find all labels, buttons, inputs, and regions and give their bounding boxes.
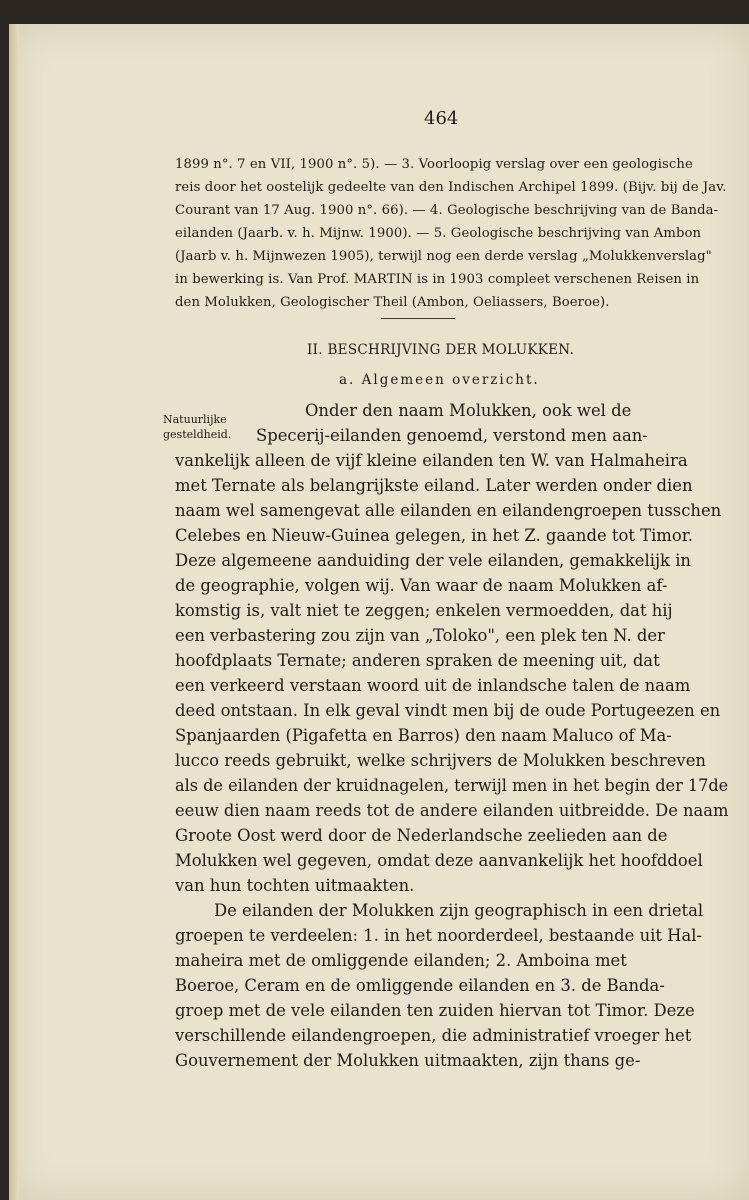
body-line: Onder den naam Molukken, ook wel de [305, 401, 632, 420]
body-line: deed ontstaan. In elk geval vindt men bij de oude Portugeezen en [175, 701, 721, 720]
footnote-line: Courant van 17 Aug. 1900 n°. 66). — 4. Geologische beschrijving van de Banda- [175, 203, 719, 218]
page-number: 464 [424, 108, 459, 129]
body-line: lucco reeds gebruikt, welke schrijvers de Molukken beschreven [175, 751, 706, 770]
body-line: De eilanden der Molukken zijn geographisch in een drietal [214, 901, 704, 920]
body-line: Deze algemeene aanduiding der vele eilanden, gemakkelijk in [175, 551, 691, 570]
body-line: met Ternate als belangrijkste eiland. Later werden onder dien [175, 476, 693, 495]
body-line: Molukken wel gegeven, omdat deze aanvankelijk het hoofddoel [175, 851, 703, 870]
footnote-line: reis door het oostelijk gedeelte van den Indischen Archipel 1899. (Bijv. bij de Jav. [175, 180, 727, 195]
page-gutter [9, 24, 19, 1200]
body-line: eeuw dien naam reeds tot de andere eilanden uitbreidde. De naam [175, 801, 729, 820]
footnote-line: eilanden (Jaarb. v. h. Mijnw. 1900). — 5. Geologische beschrijving van Ambon [175, 226, 702, 241]
body-line: verschillende eilandengroepen, die administratief vroeger het [175, 1026, 692, 1045]
footnote-line: 1899 n°. 7 en VII, 1900 n°. 5). — 3. Voorloopig verslag over een geologische [175, 157, 693, 172]
body-line: Gouvernement der Molukken uitmaakten, zijn thans ge- [175, 1051, 641, 1070]
body-line: de geographie, volgen wij. Van waar de naam Molukken af- [175, 576, 668, 595]
body-line: vankelijk alleen de vijf kleine eilanden ten W. van Halmaheira [175, 451, 688, 470]
footnote-line: (Jaarb v. h. Mijnwezen 1905), terwijl nog een derde verslag „Molukkenverslag" [175, 249, 712, 264]
body-line: Celebes en Nieuw-Guinea gelegen, in het Z. gaande tot Timor. [175, 526, 693, 545]
body-line: groep met de vele eilanden ten zuiden hiervan tot Timor. Deze [175, 1001, 695, 1020]
body-line: een verkeerd verstaan woord uit de inlandsche talen de naam [175, 676, 691, 695]
footnote-line: den Molukken, Geologischer Theil (Ambon, Oeliassers, Boeroe). [175, 295, 610, 310]
margin-note-line: gesteldheid. [163, 428, 232, 441]
body-line: een verbastering zou zijn van „Toloko", een plek ten N. der [175, 626, 665, 645]
body-line: maheira met de omliggende eilanden; 2. Amboina met [175, 951, 627, 970]
footnote-line: in bewerking is. Van Prof. MARTIN is in 1903 compleet verschenen Reisen in [175, 272, 700, 287]
body-line: naam wel samengevat alle eilanden en eilandengroepen tusschen [175, 501, 722, 520]
body-line: van hun tochten uitmaakten. [175, 876, 415, 895]
body-line: groepen te verdeelen: 1. in het noorderdeel, bestaande uit Hal- [175, 926, 703, 945]
body-line: als de eilanden der kruidnagelen, terwijl men in het begin der 17de [175, 776, 729, 795]
section-heading: II. BESCHRIJVING DER MOLUKKEN. [307, 342, 575, 358]
body-line: komstig is, valt niet te zeggen; enkelen vermoedden, dat hij [175, 601, 673, 620]
margin-note-line: Natuurlijke [163, 413, 227, 426]
body-line: hoofdplaats Ternate; anderen spraken de meening uit, dat [175, 651, 660, 670]
body-line: Boeroe, Ceram en de omliggende eilanden en 3. de Banda- [175, 976, 665, 995]
body-line: Specerij-eilanden genoemd, verstond men aan- [256, 426, 648, 445]
subsection-heading: a. Algemeen overzicht. [339, 372, 540, 388]
body-line: Spanjaarden (Pigafetta en Barros) den naam Maluco of Ma- [175, 726, 672, 745]
section-divider [381, 318, 455, 319]
body-line: Groote Oost werd door de Nederlandsche zeelieden aan de [175, 826, 668, 845]
